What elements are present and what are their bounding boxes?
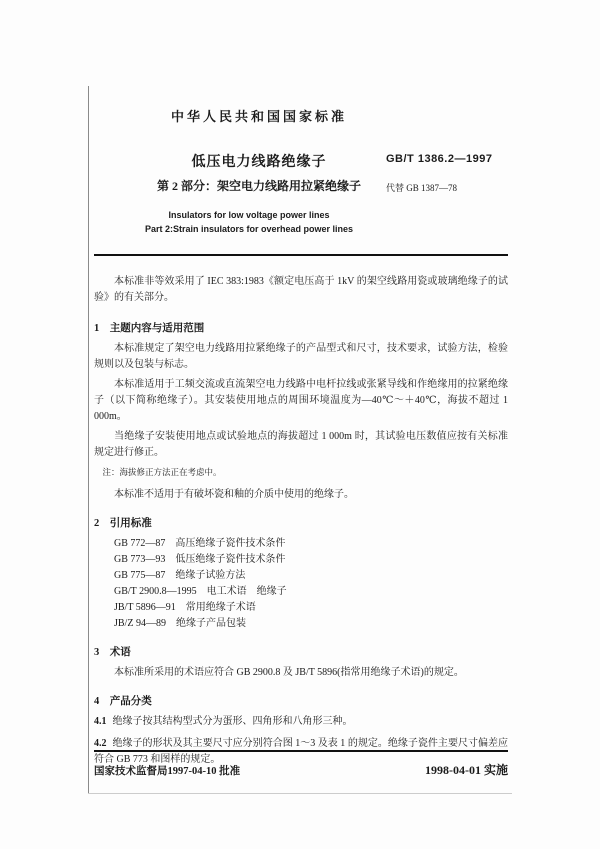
document-part-title-en: Part 2:Strain insulators for overhead power lines: [144, 224, 354, 234]
standard-number: GB/T 1386.2—1997: [386, 153, 493, 165]
document-title-cn: 低压电力线路绝缘子: [191, 155, 327, 170]
section-1-paragraph-3: 当绝缘子安装使用地点或试验地点的海拔超过 1 000m 时，其试验电压数值应按有关标准规定进行修正。: [94, 431, 508, 458]
header-rule: [94, 254, 508, 256]
page-content: [94, 98, 508, 768]
reference-item: JB/T 5896—91 常用绝缘子术语: [114, 601, 256, 613]
section-1-paragraph-2: 本标准适用于工频交流或直流架空电力线路中电杆拉线或张紧导线和作绝缘用的拉紧绝缘子（以下简称绝缘子）。其安装使用地点的周围环境温度为—40℃～＋40℃，海拔不超过 1 000m。: [94, 379, 508, 422]
clause-text: 绝缘子按其结构型式分为蛋形、四角形和八角形三种。: [112, 715, 353, 727]
page-bottom-edge-line: [88, 793, 512, 794]
section-1-heading: 1 主题内容与适用范围: [94, 323, 205, 334]
section-4-clause-1: [94, 714, 508, 730]
reference-item: GB 773—93 低压绝缘子瓷件技术条件: [114, 553, 286, 565]
standard-number-block: [386, 153, 508, 194]
page-left-edge-line: [88, 86, 89, 794]
section-1-paragraph-4: 本标准不适用于有破坏瓷和釉的介质中使用的绝缘子。: [114, 488, 354, 500]
reference-item: GB 772—87 高压绝缘子瓷件技术条件: [114, 537, 286, 549]
section-1-paragraph-1: 本标准规定了架空电力线路用拉紧绝缘子的产品型式和尺寸，技术要求，试验方法，检验规则以及包装与标志。: [94, 343, 508, 370]
page-footer: [94, 750, 508, 778]
standard-type-label: 中华人民共和国国家标准: [170, 109, 347, 124]
clause-number: 4.1: [94, 715, 107, 727]
intro-paragraph: 本标准非等效采用了 IEC 383:1983《额定电压高于 1kV 的架空线路用瓷或玻璃绝缘子的试验》的有关部分。: [94, 276, 508, 303]
section-3-heading: 3 术语: [94, 646, 131, 658]
section-3-paragraph-1: 本标准所采用的术语应符合 GB 2900.8 及 JB/T 5896(指常用绝缘子术语)的规定。: [114, 666, 464, 678]
reference-item: GB/T 2900.8—1995 电工术语 绝缘子: [114, 585, 287, 597]
document-part-title-cn: 第 2 部分：架空电力线路用拉紧绝缘子: [156, 179, 361, 193]
clause-text: 绝缘子的形状及其主要尺寸应分别符合图 1～3 及表 1 的规定。绝缘子瓷件主要尺寸偏差应符合 GB 773 和图样的规定。: [94, 737, 508, 765]
reference-item: GB 775—87 绝缘子试验方法: [114, 569, 246, 581]
replaces-note: 代替 GB 1387—78: [386, 183, 458, 193]
section-4-heading: 4 产品分类: [94, 695, 152, 707]
document-title-en: Insulators for low voltage power lines: [168, 210, 330, 220]
section-1-note: 注：海拔修正方法正在考虑中。: [102, 467, 222, 477]
reference-item: JB/Z 94—89 绝缘子产品包装: [114, 617, 246, 629]
clause-number: 4.2: [94, 737, 107, 749]
approval-text: 国家技术监督局1997-04-10 批准: [94, 766, 241, 777]
implementation-text: 1998-04-01 实施: [425, 763, 508, 777]
section-2-heading: 2 引用标准: [94, 517, 152, 529]
reference-list: [94, 536, 508, 632]
